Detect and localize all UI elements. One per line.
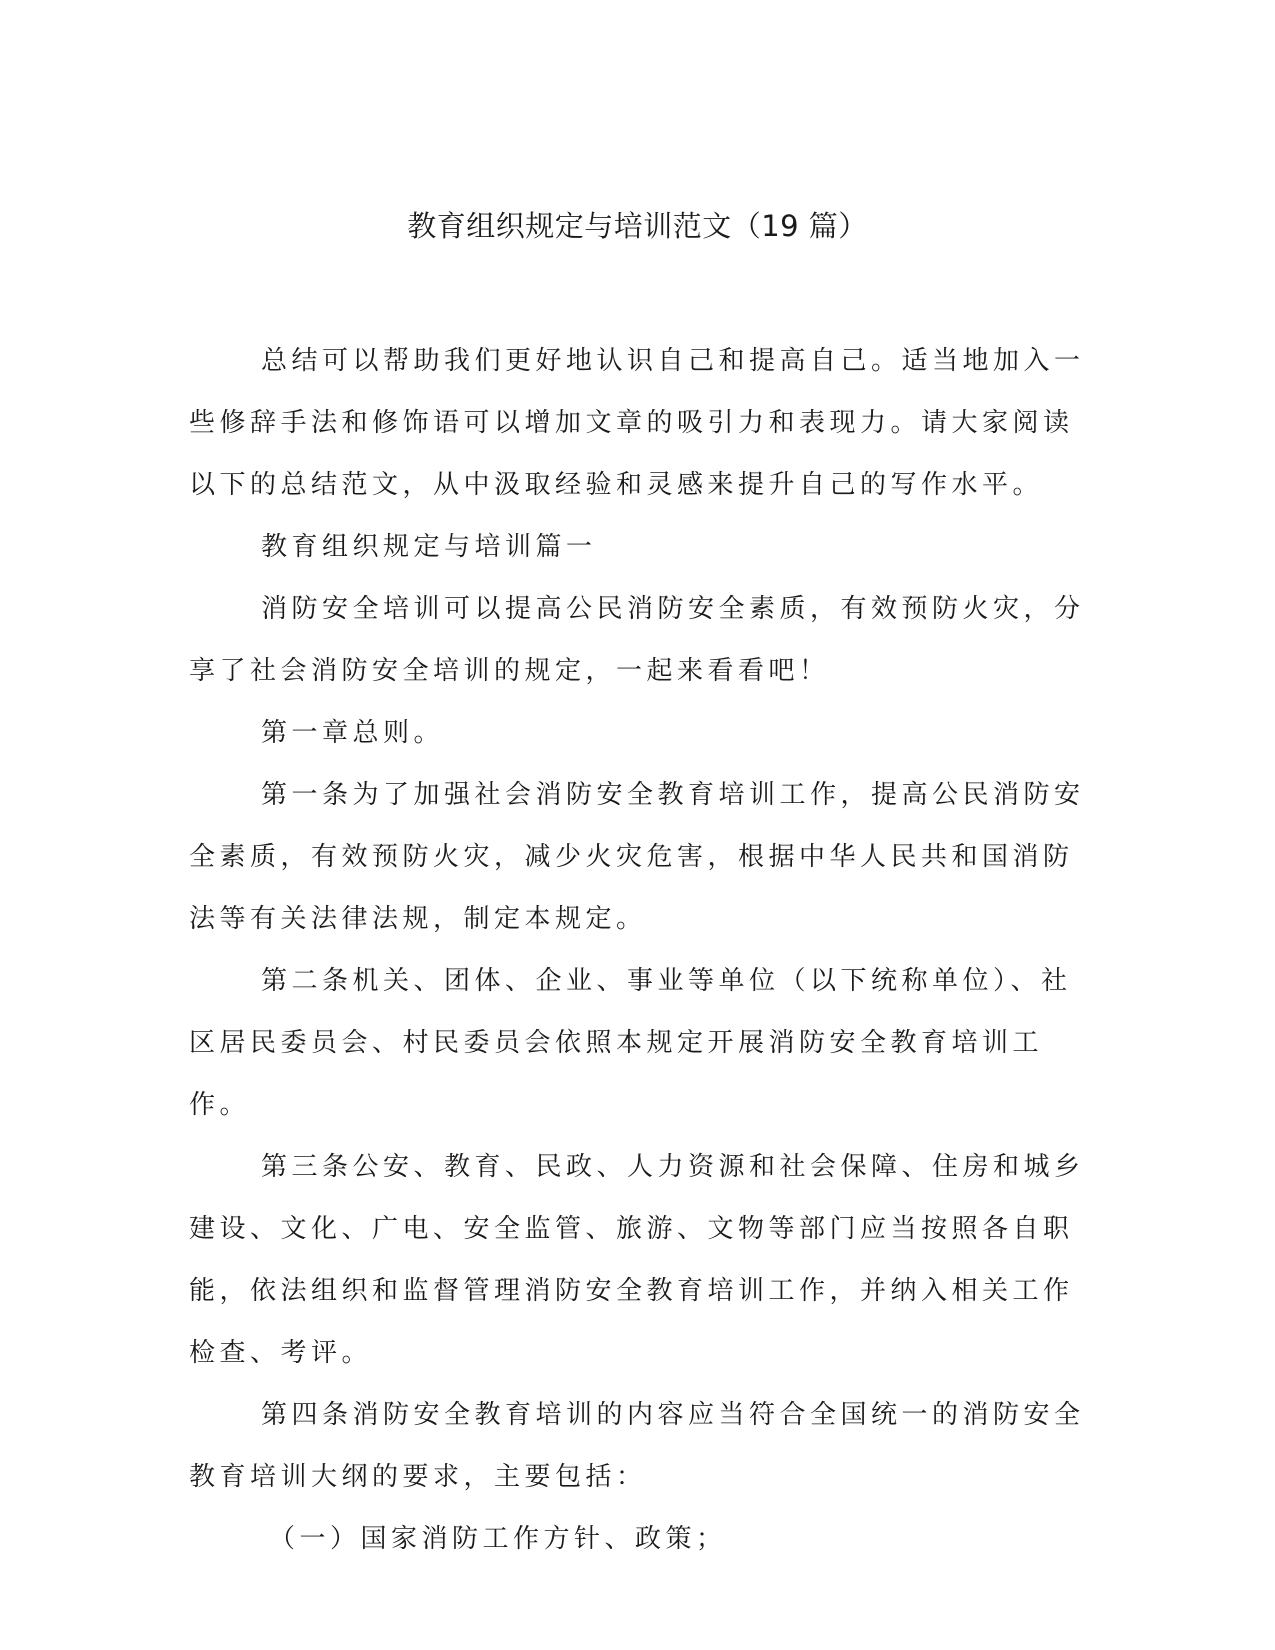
article-paragraph: 第四条消防安全教育培训的内容应当符合全国统一的消防安全教育培训大纲的要求，主要包括：	[189, 1400, 1085, 1492]
body-paragraph: 消防安全培训可以提高公民消防安全素质，有效预防火灾，分享了社会消防安全培训的规定，一起来看看吧！	[189, 594, 1085, 686]
article-paragraph: 第一条为了加强社会消防安全教育培训工作，提高公民消防安全素质，有效预防火灾，减少火灾危害，根据中华人民共和国消防法等有关法律法规，制定本规定。	[189, 780, 1085, 934]
section-heading: 教育组织规定与培训篇一	[261, 532, 597, 562]
list-item: （一）国家消防工作方针、政策；	[269, 1524, 727, 1554]
document-body	[189, 330, 1085, 1570]
intro-paragraph: 总结可以帮助我们更好地认识自己和提高自己。适当地加入一些修辞手法和修饰语可以增加文章的吸引力和表现力。请大家阅读以下的总结范文，从中汲取经验和灵感来提升自己的写作水平。	[189, 346, 1085, 500]
chapter-heading: 第一章总则。	[261, 718, 445, 748]
article-paragraph: 第三条公安、教育、民政、人力资源和社会保障、住房和城乡建设、文化、广电、安全监管、旅游、文物等部门应当按照各自职能，依法组织和监督管理消防安全教育培训工作，并纳入相关工作检查、考评。	[189, 1152, 1085, 1368]
article-paragraph: 第二条机关、团体、企业、事业等单位（以下统称单位）、社区居民委员会、村民委员会依照本规定开展消防安全教育培训工作。	[189, 966, 1072, 1120]
document-title: 教育组织规定与培训范文（19 篇）	[407, 209, 868, 243]
